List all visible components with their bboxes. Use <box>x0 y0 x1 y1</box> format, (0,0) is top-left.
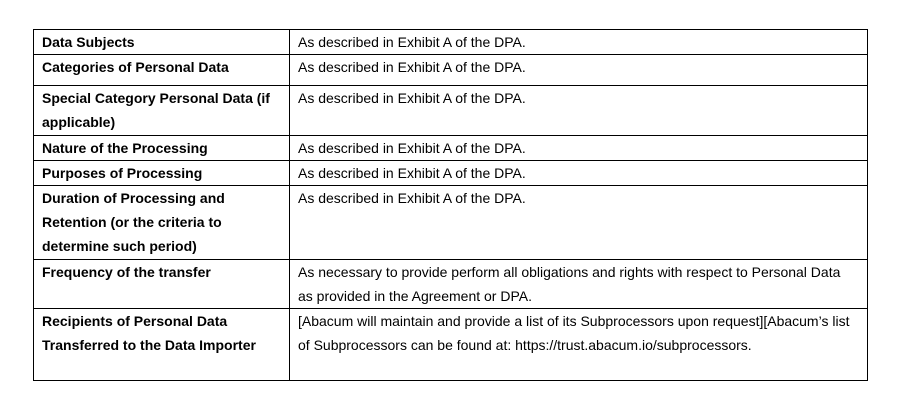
row-value: As necessary to provide perform all obligations and rights with respect to Personal Data as provided in the Agreement or DPA. <box>290 260 868 309</box>
row-value: As described in Exhibit A of the DPA. <box>290 30 868 55</box>
row-label: Categories of Personal Data <box>34 55 290 86</box>
processing-details-table <box>33 29 868 381</box>
table-row <box>34 186 868 260</box>
row-label: Frequency of the transfer <box>34 260 290 309</box>
table-row <box>34 136 868 161</box>
row-value: As described in Exhibit A of the DPA. <box>290 55 868 86</box>
table-row <box>34 30 868 55</box>
table-row <box>34 161 868 186</box>
row-label: Special Category Personal Data (if applicable) <box>34 86 290 136</box>
table-row <box>34 260 868 309</box>
table-row <box>34 309 868 381</box>
row-value: As described in Exhibit A of the DPA. <box>290 136 868 161</box>
row-value: [Abacum will maintain and provide a list of its Subprocessors upon request][Abacum’s list of Subprocessors can be found at: https://trust.abacum.io/subprocessors. <box>290 309 868 381</box>
row-value: As described in Exhibit A of the DPA. <box>290 161 868 186</box>
row-label: Duration of Processing and Retention (or the criteria to determine such period) <box>34 186 290 260</box>
row-label: Purposes of Processing <box>34 161 290 186</box>
row-value: As described in Exhibit A of the DPA. <box>290 86 868 136</box>
table-row <box>34 86 868 136</box>
table-row <box>34 55 868 86</box>
row-label: Recipients of Personal Data Transferred to the Data Importer <box>34 309 290 381</box>
row-value: As described in Exhibit A of the DPA. <box>290 186 868 260</box>
row-label: Nature of the Processing <box>34 136 290 161</box>
row-label: Data Subjects <box>34 30 290 55</box>
